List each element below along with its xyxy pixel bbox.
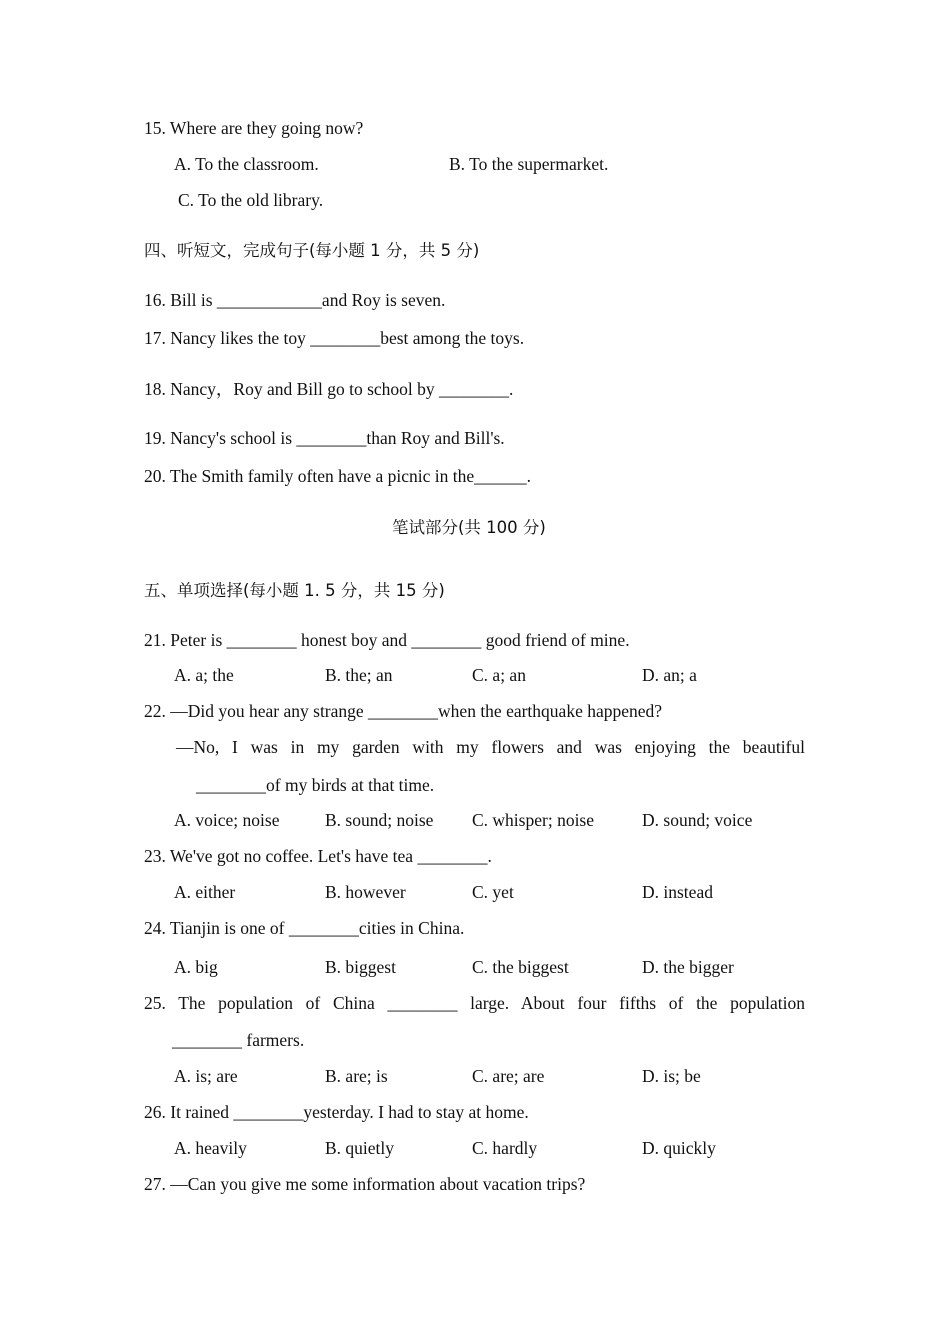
q15-stem: 15. Where are they going now? — [144, 118, 364, 138]
q22-reply-continuation: ________of my birds at that time. — [196, 775, 435, 795]
q24-option-b: B. biggest — [325, 957, 396, 977]
q22-option-a: A. voice; noise — [174, 810, 280, 830]
q25-option-a: A. is; are — [174, 1066, 238, 1086]
q24-option-d: D. the bigger — [642, 957, 734, 977]
q26-option-d: D. quickly — [642, 1138, 716, 1158]
q25-option-b: B. are; is — [325, 1066, 388, 1086]
q21-option-a: A. a; the — [174, 665, 234, 685]
section4-heading: 四、听短文，完成句子(每小题 1 分，共 5 分) — [144, 241, 480, 260]
q26-stem: 26. It rained ________yesterday. I had to stay at home. — [144, 1102, 529, 1122]
q21-option-d: D. an; a — [642, 665, 697, 685]
q26-option-b: B. quietly — [325, 1138, 395, 1158]
q24-option-a: A. big — [174, 957, 218, 977]
q26-option-a: A. heavily — [174, 1138, 247, 1158]
q17: 17. Nancy likes the toy ________best among the toys. — [144, 328, 525, 348]
q22-option-b: B. sound; noise — [325, 810, 434, 830]
q22-stem: 22. —Did you hear any strange ________when the earthquake happened? — [144, 701, 663, 721]
written-part-heading: 笔试部分(共 100 分) — [392, 518, 546, 537]
q26-option-c: C. hardly — [472, 1138, 538, 1158]
q24-option-c: C. the biggest — [472, 957, 569, 977]
q25-option-c: C. are; are — [472, 1066, 545, 1086]
q25-continuation: ________ farmers. — [172, 1030, 305, 1050]
q23-option-c: C. yet — [472, 882, 514, 902]
q23-option-b: B. however — [325, 882, 406, 902]
q18: 18. Nancy，Roy and Bill go to school by ________. — [144, 379, 514, 399]
q27-stem: 27. —Can you give me some information about vacation trips? — [144, 1174, 586, 1194]
q21-option-c: C. a; an — [472, 665, 526, 685]
q22-option-c: C. whisper; noise — [472, 810, 595, 830]
q15-option-a: A. To the classroom. — [174, 154, 319, 174]
q19: 19. Nancy's school is ________than Roy and Bill's. — [144, 428, 505, 448]
q23-option-d: D. instead — [642, 882, 713, 902]
q22-option-d: D. sound; voice — [642, 810, 753, 830]
q25-option-d: D. is; be — [642, 1066, 701, 1086]
q15-option-c: C. To the old library. — [178, 190, 324, 210]
q23-option-a: A. either — [174, 882, 236, 902]
q24-stem: 24. Tianjin is one of ________cities in China. — [144, 918, 465, 938]
q21-option-b: B. the; an — [325, 665, 393, 685]
q16: 16. Bill is ____________and Roy is seven. — [144, 290, 446, 310]
q22-reply-line: —No, I was in my garden with my flowers and was enjoying the beautiful — [176, 737, 805, 757]
q23-stem: 23. We've got no coffee. Let's have tea ________. — [144, 846, 492, 866]
q25-stem: 25. The population of China ________ large. About four fifths of the population — [144, 993, 805, 1013]
section5-heading: 五、单项选择(每小题 1. 5 分，共 15 分) — [144, 581, 445, 600]
q15-option-b: B. To the supermarket. — [449, 154, 609, 174]
q20: 20. The Smith family often have a picnic in the______. — [144, 466, 532, 486]
q21-stem: 21. Peter is ________ honest boy and ________ good friend of mine. — [144, 630, 630, 650]
